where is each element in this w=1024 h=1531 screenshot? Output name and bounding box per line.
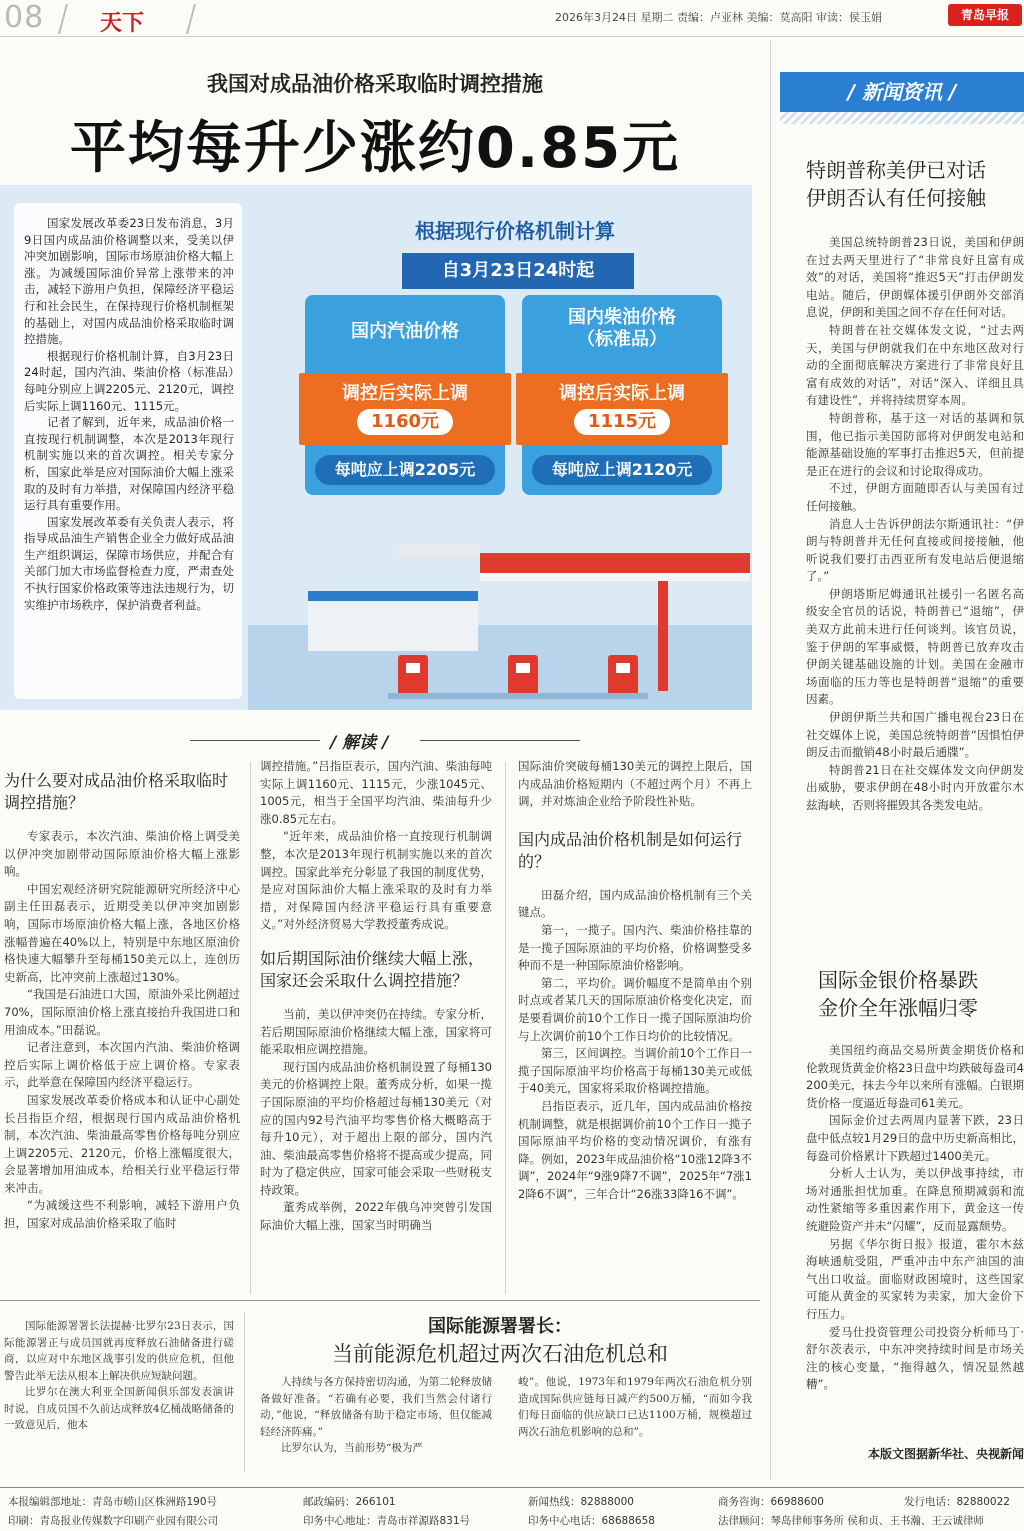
footer-business: 商务咨询：66988600 [718, 1496, 824, 1508]
footer-address: 本报编辑部地址：青岛市崂山区株洲路190号 [8, 1496, 218, 1508]
column-rule [505, 762, 506, 1294]
header-divider [186, 4, 196, 34]
article-paragraph: 调控措施。”吕指臣表示，国内汽油、柴油每吨实际上调1160元、1115元，少涨1045元、1005元，相当于全国平均汽油、柴油每升少涨0.85元左右。 [260, 759, 492, 826]
divider-line [190, 740, 320, 741]
newspaper-logo: 青岛早报 [948, 4, 1022, 26]
article-paragraph: 田磊介绍，国内成品油价格机制有三个关键点。 [518, 887, 752, 920]
panel-title: 国内柴油价格 （标准品） [568, 307, 676, 350]
adjust-box [516, 373, 728, 445]
article-paragraph: 第二，平均价。调价幅度不是简单由个别时点或者某几天的国际原油价格变化决定，而是要看调价前10个工作日一揽子国际原油均价与上次调价前10个工作日均价的比较情况。 [518, 975, 752, 1043]
info-heading: 根据现行价格机制计算 [415, 219, 615, 243]
article-paragraph: 分析人士认为，美以伊战事持续，市场对通胀担忧加重。在降息预期减弱和流动性紧缩等多重因素作用下，黄金这一传统避险资产并未“闪耀”，反而显露颓势。 [806, 1166, 1024, 1233]
article-paragraph: 记者注意到，本次国内汽油、柴油价格调控后实际上调价格低于应上调价格。专家表示，此举意在保障国内经济平稳运行。 [4, 1040, 240, 1090]
article-paragraph: 伊朗伊斯兰共和国广播电视台23日在社交媒体上说，美国总统特朗普“因惧怕伊朗反击而撤销48小时最后通牒”。 [806, 710, 1024, 760]
article-paragraph: “为减缓这些不利影响，减轻下游用户负担，国家对成品油价格采取了临时 [4, 1198, 240, 1231]
section-rule [0, 1300, 760, 1301]
gas-station-illustration [248, 505, 752, 710]
footer-postcode: 邮政编码：266101 [303, 1496, 396, 1508]
info-text [24, 215, 234, 613]
gasoline-panel [305, 295, 505, 495]
article-paragraph: 消息人士告诉伊朗法尔斯通讯社：“伊朗与特朗普并无任何直接或间接接触，他听说我们要打击西亚所有发电站后便退缩了。” [806, 516, 1024, 584]
iea-col-1 [4, 1318, 234, 1434]
question-heading: 为什么要对成品油价格采取临时调控措施？ [4, 771, 229, 812]
adjust-box [299, 373, 511, 445]
article-paragraph: 董秀成举例，2022年俄乌冲突曾引发国际油价大幅上涨，国家当时明确当 [260, 1200, 492, 1233]
header-rule [0, 36, 1024, 37]
article-paragraph: 人持续与各方保持密切沟通，为第二轮释放储备做好准备。“若确有必要，我们当然会付诸行动，”他说，“释放储备有助于稳定市场，但仅能减轻经济阵痛。” [260, 1376, 492, 1438]
info-paragraph: 国家发展改革委23日发布消息，3月9日国内成品油价格调整以来，受美以伊冲突加剧影响，国际市场原油价格大幅上涨。为减缓国际油价异常上涨带来的冲击，减轻下游用户负担，保障经济平稳运行和社会民生，在保持现行价格机制框架的基础上，对国内成品油价格采取临时调控措施。 [24, 216, 234, 347]
lead-kicker: 我国对成品油价格采取临时调控措施 [207, 71, 543, 96]
photo-credit: 本版文图据新华社、央视新闻 [867, 1447, 1024, 1461]
footer-print-phone: 印务中心电话：68688658 [528, 1515, 655, 1527]
article-paragraph: 爱马仕投资管理公司投资分析师马丁·舒尔茨表示，中东冲突持续时间是市场关注的核心变量，“拖得越久，情况显然越糟”。 [806, 1324, 1024, 1392]
footer-hotline: 新闻热线：82888000 [528, 1496, 634, 1508]
analysis-col-2 [260, 758, 492, 1235]
footer-printer: 印刷：青岛报业传媒数字印刷产业园有限公司 [8, 1515, 218, 1527]
article-paragraph: 不过，伊朗方面随即否认与美国有过任何接触。 [806, 481, 1024, 513]
article-paragraph: 比罗尔在澳大利亚全国新闻俱乐部发表演讲时说，自成员国不久前达成释放4亿桶战略储备的一致意见后，他本 [4, 1386, 234, 1431]
analysis-col-1 [4, 770, 240, 1233]
news-brief-stripe [780, 112, 1024, 124]
article-paragraph: “我国是石油进口大国，原油外采比例超过70%，国际原油价格上涨直接抬升我国进口和用油成本。”田磊说。 [4, 987, 240, 1037]
article-paragraph: 吕指臣表示，近几年，国内成品油价格按机制调整，就是根据调价前10个工作日一揽子国际原油平均价格的变动情况调价，有涨有降。例如，2023年成品油价格“10涨12降3不调”，2024年“9涨9降7不调”，2025年“7涨12降6不调”，三年合计“26涨33降16不调”。 [518, 1098, 752, 1201]
adjust-label: 调控后实际上调 [559, 383, 685, 404]
adjust-label: 调控后实际上调 [342, 383, 468, 404]
article-paragraph: 峻”。他说，1973年和1979年两次石油危机分别造成国际供应链每日减产约500万桶，“而如今我们每日面临的供应缺口已达1100万桶，规模超过两次石油危机影响的总和”。 [518, 1376, 752, 1438]
actual-increase: 1160元 [357, 409, 453, 435]
article-paragraph: 专家表示，本次汽油、柴油价格上调受美以伊冲突加剧带动国际原油价格大幅上涨影响。 [4, 829, 240, 879]
header-divider [58, 4, 68, 34]
info-paragraph: 记者了解到，近年来，成品油价格一直按现行机制调整，本次是2013年现行机制实施以来的首次调控。相关专家分析，国家此举是应对国际油价大幅上涨采取的及时有力举措，对保障国内经济平稳运行具有重要作用。 [24, 415, 234, 513]
footer-print-address: 印务中心地址：青岛市祥源路831号 [303, 1515, 471, 1527]
footer-distribution: 发行电话：82880022 [904, 1496, 1010, 1508]
fuel-price-infographic [0, 185, 752, 710]
article-paragraph: 国际能源署署长法提赫·比罗尔23日表示，国际能源署正与成员国就再度释放石油储备进行磋商，以应对中东地区战事引发的供应危机，但他警告此举无法从根本上解决供应短缺问题。 [4, 1320, 234, 1382]
article-paragraph: 国家发展改革委价格成本和认证中心副处长吕指臣介绍，根据现行国内成品油价格机制，本次汽油、柴油最高零售价格每吨分别应上调2205元、2120元，价格上涨幅度很大，会显著增加用油成本，给相关行业平稳运行带来冲击。 [4, 1092, 240, 1195]
article-paragraph: 中国宏观经济研究院能源研究所经济中心副主任田磊表示，近期受美以伊冲突加剧影响，国际市场原油价格大幅上涨，各地区价格涨幅普遍在40%以上，特别是中东地区原油价格快速大幅攀升至每桶150美元以上，连创历史新高，比冲突前上涨超过130%。 [4, 881, 240, 984]
article-paragraph: 伊朗塔斯尼姆通讯社援引一名匿名高级安全官员的话说，特朗普已“退缩”，伊美双方此前未进行任何谈判。该官员说，鉴于伊朗的军事威慑，特朗普已放弃攻击伊朗关键基础设施的计划。美国在金融市场面临的压力等也是特朗普“退缩”的重要因素。 [806, 586, 1024, 707]
iea-kicker: 国际能源署署长： [428, 1316, 572, 1337]
story-gold-price [806, 966, 1024, 1394]
article-paragraph: 比罗尔认为，当前形势“极为严 [281, 1442, 423, 1454]
story-title: 特朗普称美伊已对话 伊朗否认有任何接触 [806, 158, 986, 210]
article-paragraph: “近年来，成品油价格一直按现行机制调整，本次是2013年现行机制实施以来的首次调控。国家此举充分彰显了我国的制度优势，是应对国际油价大幅上涨采取的及时有力举措，对保障国内经济平稳运行具有重要意义。”对外经济贸易大学教授董秀成说。 [260, 829, 492, 932]
article-paragraph: 美国总统特朗普23日说，美国和伊朗在过去两天里进行了“非常良好且富有成效”的对话，美国将“推迟5天”打击伊朗发电站。随后，伊朗媒体援引伊朗外交部消息说，伊朗和美国之间不存在任何对话。 [806, 235, 1024, 320]
should-increase: 每吨应上调2120元 [532, 455, 712, 485]
diesel-panel [522, 295, 722, 495]
actual-increase: 1115元 [574, 409, 670, 435]
info-banner: 自3月23日24时起 [402, 253, 634, 289]
analysis-divider: / 解读 / [330, 733, 389, 753]
footer-legal: 法律顾问：琴岛律师事务所 侯和贞、王书瀚、王云诚律师 [718, 1515, 984, 1527]
footer-rule [0, 1487, 1024, 1488]
article-paragraph: 国际油价突破每桶130美元的调控上限后，国内成品油价格短期内（不超过两个月）不再上调，并对炼油企业给予阶段性补贴。 [518, 759, 752, 809]
article-paragraph: 第一，一揽子。国内汽、柴油价格挂靠的是一揽子国际原油的平均价格，价格调整受多种而不是一种国际原油价格影响。 [518, 922, 752, 973]
iea-col-2 [260, 1374, 492, 1457]
article-paragraph: 特朗普称，基于这一对话的基调和氛围，他已指示美国防部将对伊朗发电站和能源基础设施的军事打击推迟5天，但前提是正在进行的会议和讨论取得成功。 [806, 410, 1024, 478]
info-paragraph: 根据现行价格机制计算，自3月23日24时起，国内汽油、柴油价格（标准品）每吨分别应上调2205元、2120元，调控后实际上调1160元、1115元。 [24, 348, 234, 413]
column-rule [250, 762, 251, 1294]
article-paragraph: 第三，区间调控。当调价前10个工作日一揽子国际原油平均价格高于每桶130美元或低于40美元，国家将采取价格调控措施。 [518, 1046, 752, 1096]
story-title: 国际金银价格暴跌 金价全年涨幅归零 [818, 968, 978, 1020]
article-paragraph: 现行国内成品油价格机制设置了每桶130美元的价格调控上限。董秀成分析，如果一揽子国际原油的平均价格超过每桶130美元（对应的国内92号汽油平均零售价格大概略高于每升10元），对于超出上限的部分，国内汽油、柴油最高零售价格将不提高或少提高，同时为了稳定供应，国家可能会采取一些财税支持政策。 [260, 1059, 492, 1197]
column-rule [244, 1312, 245, 1472]
iea-col-3 [518, 1374, 752, 1440]
news-brief-header: / 新闻资讯 / [780, 72, 1024, 112]
issue-meta: 2026年3月24日 星期二 责编：卢亚林 美编：莫高阳 审读：侯玉娟 [555, 11, 882, 24]
question-heading: 国内成品油价格机制是如何运行的？ [518, 829, 743, 871]
article-paragraph: 当前，美以伊冲突仍在持续。专家分析，若后期国际原油价格继续大幅上涨，国家将可能采取相应调控措施。 [260, 1006, 492, 1057]
page-number: 08 [4, 0, 45, 35]
panel-title: 国内汽油价格 [351, 321, 459, 342]
article-paragraph: 特朗普21日在社交媒体发文向伊朗发出威胁，要求伊朗在48小时内开放霍尔木兹海峡，否则将摧毁其各类发电站。 [806, 762, 1024, 812]
story-trump-iran [806, 156, 1024, 815]
lead-headline: 平均每升少涨约0.85元 [69, 116, 681, 181]
divider-line [420, 740, 580, 741]
article-paragraph: 美国纽约商品交易所黄金期货价格和伦敦现货黄金价格23日盘中均跌破每盎司4200美元，抹去今年以来所有涨幅。白银期货价格一度逼近每盎司61美元。 [806, 1043, 1024, 1110]
section-name: 天下 [100, 11, 145, 36]
article-paragraph: 国际金价过去两周内显著下跌，23日盘中低点较1月29日的盘中历史新高相比，每盎司价格累计下跌超过1400美元。 [806, 1113, 1024, 1163]
article-paragraph: 特朗普在社交媒体发文说，“过去两天，美国与伊朗就我们在中东地区敌对行动的全面彻底解决方案进行了非常良好且富有成效的对话”，对话“深入、详细且具有建设性”，并将持续贯穿本周。 [806, 322, 1024, 408]
question-heading: 如后期国际油价继续大幅上涨，国家还会采取什么调控措施？ [260, 948, 485, 990]
column-rule [770, 40, 771, 1480]
should-increase: 每吨应上调2205元 [315, 455, 495, 485]
iea-title: 当前能源危机超过两次石油危机总和 [332, 1342, 668, 1366]
info-paragraph: 国家发展改革委有关负责人表示，将指导成品油生产销售企业全力做好成品油生产组织调运，保障市场供应，并配合有关部门加大市场监督检查力度，严肃查处不执行国家价格政策等违法违规行为，切实维护市场秩序，保护消费者利益。 [24, 514, 234, 612]
analysis-col-3 [518, 758, 752, 1203]
article-paragraph: 另据《华尔街日报》报道，霍尔木兹海峡通航受阻，严重冲击中东产油国的油气出口收益。面临财政困境时，这些国家可能从黄金的买家转为卖家，加大金价下行压力。 [806, 1236, 1024, 1321]
